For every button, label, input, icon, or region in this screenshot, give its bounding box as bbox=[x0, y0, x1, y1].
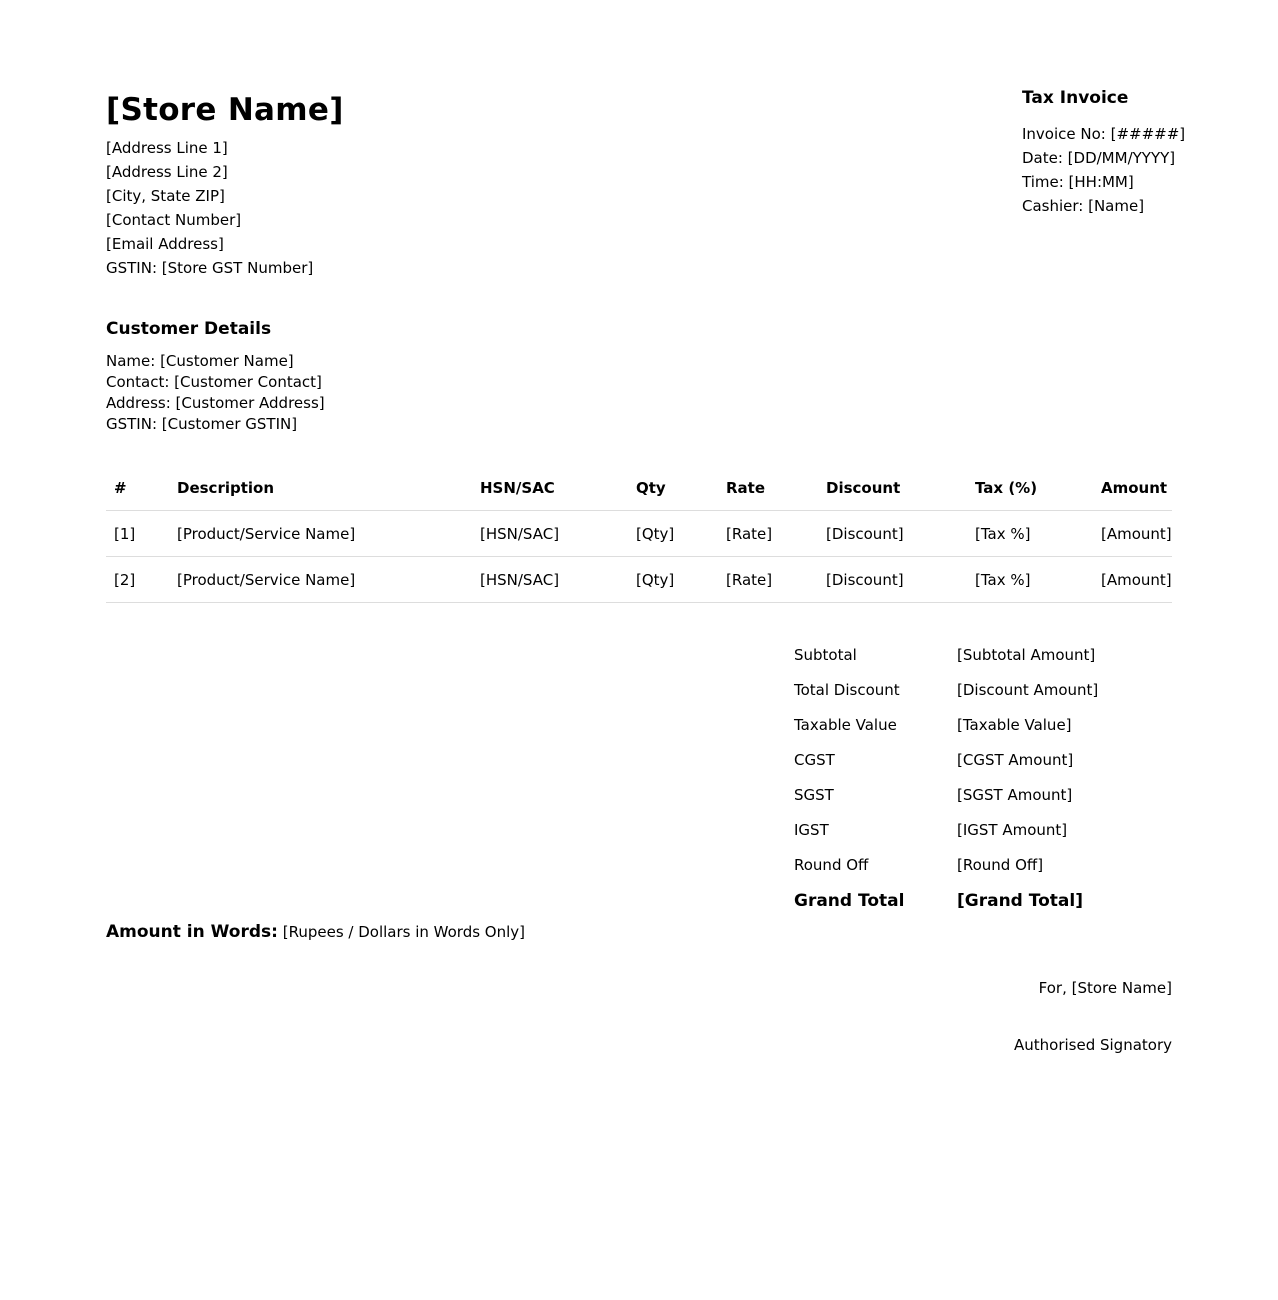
invoice-time: Time: [HH:MM] bbox=[1022, 173, 1134, 191]
row-rate: [Rate] bbox=[718, 511, 818, 557]
row-discount: [Discount] bbox=[818, 511, 967, 557]
customer-contact: Contact: [Customer Contact] bbox=[106, 373, 322, 391]
row-tax: [Tax %] bbox=[967, 511, 1093, 557]
amount-in-words bbox=[106, 922, 525, 942]
grand-total-value: [Grand Total] bbox=[957, 891, 1083, 911]
invoice-number: Invoice No: [#####] bbox=[1022, 125, 1186, 143]
store-contact-number: [Contact Number] bbox=[106, 211, 242, 229]
invoice-meta bbox=[1022, 86, 1186, 218]
totals-label: SGST bbox=[794, 785, 834, 804]
totals-label: CGST bbox=[794, 750, 835, 769]
table-row bbox=[106, 511, 1172, 557]
totals-value: [SGST Amount] bbox=[957, 785, 1073, 804]
store-city-state-zip: [City, State ZIP] bbox=[106, 187, 225, 205]
store-address-line-1: [Address Line 1] bbox=[106, 139, 228, 157]
row-rate: [Rate] bbox=[718, 557, 818, 603]
totals-row-total-discount bbox=[786, 672, 1098, 707]
customer-gstin: GSTIN: [Customer GSTIN] bbox=[106, 415, 298, 433]
table-row bbox=[106, 557, 1172, 603]
customer-name: Name: [Customer Name] bbox=[106, 352, 294, 370]
store-gstin: GSTIN: [Store GST Number] bbox=[106, 259, 314, 277]
col-header-description: Description bbox=[169, 465, 472, 511]
totals-row-round-off bbox=[786, 847, 1098, 882]
customer-address: Address: [Customer Address] bbox=[106, 394, 325, 412]
amount-in-words-value: [Rupees / Dollars in Words Only] bbox=[282, 923, 526, 941]
row-amount: [Amount] bbox=[1093, 511, 1172, 557]
store-info bbox=[106, 88, 344, 280]
col-header-number: # bbox=[106, 465, 169, 511]
col-header-tax: Tax (%) bbox=[967, 465, 1093, 511]
signature-for-line: For, [Store Name] bbox=[1038, 979, 1172, 997]
invoice-cashier: Cashier: [Name] bbox=[1022, 197, 1145, 215]
totals-label: Taxable Value bbox=[794, 715, 897, 734]
col-header-hsn-sac: HSN/SAC bbox=[472, 465, 628, 511]
col-header-rate: Rate bbox=[718, 465, 818, 511]
grand-total-label: Grand Total bbox=[794, 891, 905, 911]
row-qty: [Qty] bbox=[628, 557, 718, 603]
invoice-date: Date: [DD/MM/YYYY] bbox=[1022, 149, 1176, 167]
totals-value: [Taxable Value] bbox=[957, 715, 1072, 734]
totals-row-cgst bbox=[786, 742, 1098, 777]
store-address-line-2: [Address Line 2] bbox=[106, 163, 228, 181]
authorised-signatory: Authorised Signatory bbox=[1013, 1036, 1172, 1054]
items-header-row bbox=[106, 465, 1172, 511]
row-number: [2] bbox=[106, 557, 169, 603]
store-email: [Email Address] bbox=[106, 235, 224, 253]
row-number: [1] bbox=[106, 511, 169, 557]
invoice-title: Tax Invoice bbox=[1022, 88, 1129, 108]
row-hsn-sac: [HSN/SAC] bbox=[472, 557, 628, 603]
totals-value: [Discount Amount] bbox=[957, 680, 1099, 699]
row-discount: [Discount] bbox=[818, 557, 967, 603]
customer-details-title: Customer Details bbox=[106, 319, 272, 339]
customer-details bbox=[106, 317, 325, 435]
col-header-amount: Amount bbox=[1093, 465, 1172, 511]
totals-row-taxable-value bbox=[786, 707, 1098, 742]
totals-value: [CGST Amount] bbox=[957, 750, 1074, 769]
totals-label: Round Off bbox=[794, 855, 869, 874]
totals-label: Subtotal bbox=[794, 645, 857, 664]
amount-in-words-label: Amount in Words: bbox=[106, 922, 278, 942]
row-qty: [Qty] bbox=[628, 511, 718, 557]
items-table bbox=[106, 465, 1172, 603]
row-tax: [Tax %] bbox=[967, 557, 1093, 603]
totals-row-igst bbox=[786, 812, 1098, 847]
totals-row-grand-total bbox=[786, 882, 1098, 920]
totals-label: IGST bbox=[794, 820, 829, 839]
row-amount: [Amount] bbox=[1093, 557, 1172, 603]
totals-value: [Subtotal Amount] bbox=[957, 645, 1096, 664]
row-description: [Product/Service Name] bbox=[169, 511, 472, 557]
col-header-qty: Qty bbox=[628, 465, 718, 511]
totals-value: [IGST Amount] bbox=[957, 820, 1068, 839]
row-description: [Product/Service Name] bbox=[169, 557, 472, 603]
row-hsn-sac: [HSN/SAC] bbox=[472, 511, 628, 557]
totals-table bbox=[786, 637, 1098, 920]
totals-row-subtotal bbox=[786, 637, 1098, 672]
store-address bbox=[106, 136, 344, 280]
totals-row-sgst bbox=[786, 777, 1098, 812]
totals-label: Total Discount bbox=[794, 680, 900, 699]
col-header-discount: Discount bbox=[818, 465, 967, 511]
totals-value: [Round Off] bbox=[957, 855, 1044, 874]
store-name: [Store Name] bbox=[106, 92, 344, 128]
